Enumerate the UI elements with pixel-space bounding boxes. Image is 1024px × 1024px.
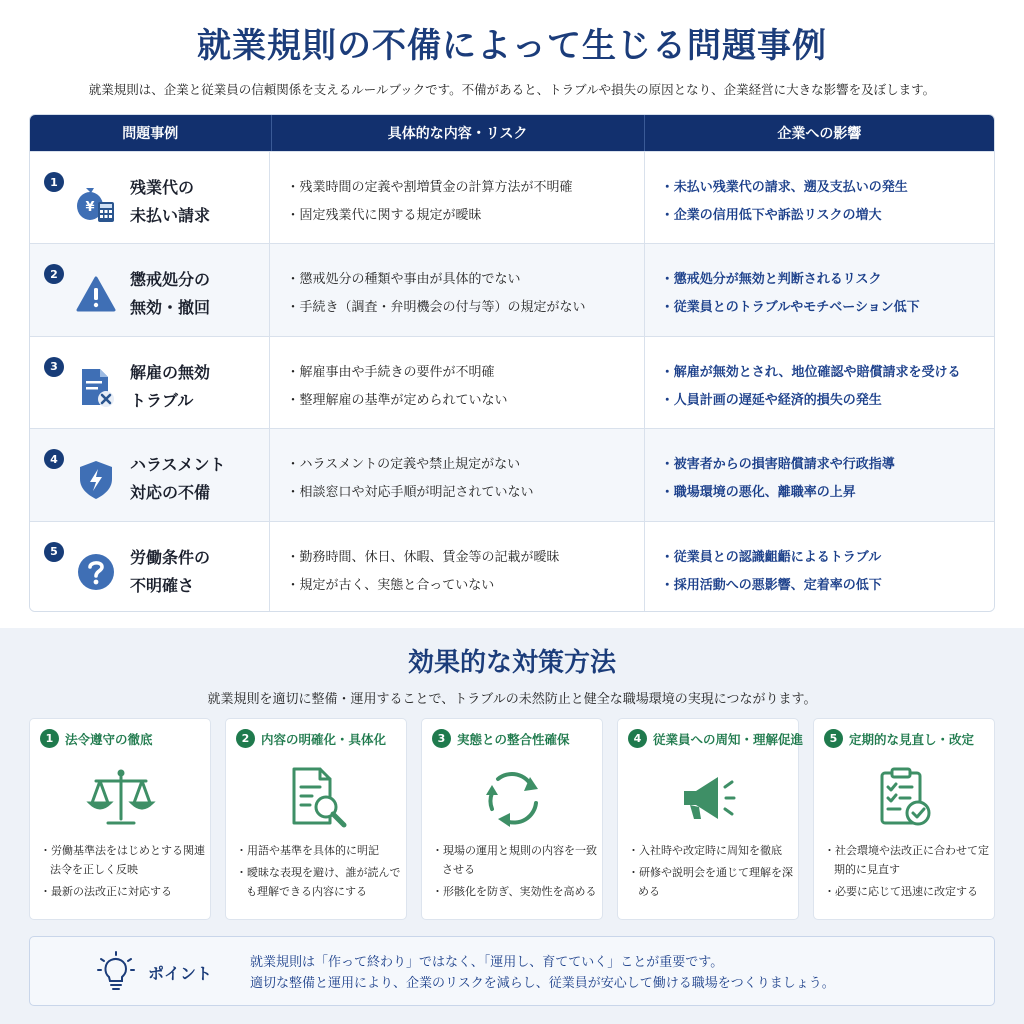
header-risk: 具体的な内容・リスク: [271, 115, 645, 151]
header-impact: 企業への影響: [777, 126, 862, 142]
row-number-badge: 1: [44, 172, 64, 192]
risk-cell: [270, 337, 644, 428]
impact-cell: [645, 429, 994, 520]
megaphone-icon: [674, 763, 744, 833]
risk-item: ・懲戒処分の種類や事由が具体的でない: [286, 272, 521, 288]
header-problem: 問題事例: [122, 126, 179, 142]
card-header: [432, 729, 570, 748]
problem-name: 残業代の 未払い請求: [130, 178, 211, 225]
card-title: 法令遵守の徹底: [65, 731, 153, 747]
impact-cell: [645, 337, 994, 428]
problem-name: 労働条件の 不明確さ: [130, 547, 211, 595]
measures-title: 効果的な対策方法: [407, 648, 616, 678]
clipboard-check-icon: [870, 763, 940, 833]
card-bullet: ・現場の運用と規則の内容を一致させる: [432, 844, 597, 876]
problem-name: 懲戒処分の 無効・撤回: [130, 270, 211, 318]
page-title: 就業規則の不備によって生じる問題事例: [197, 26, 827, 66]
card-header: [824, 729, 974, 748]
risk-item: ・勤務時間、休日、休暇、賃金等の記載が曖昧: [286, 549, 560, 565]
impact-item: ・解雇が無効とされ、地位確認や賠償請求を受ける: [660, 364, 961, 380]
risk-cell: [270, 522, 644, 612]
problem-cell: [30, 429, 270, 520]
impact-item: ・人員計画の遅延や経済的損失の発生: [660, 392, 882, 408]
impact-cell: [645, 522, 994, 612]
card-bullet: ・曖昧な表現を避け、誰が読んでも理解できる内容にする: [236, 866, 401, 898]
problem-cell: [30, 152, 270, 243]
card-number-badge: 4: [628, 729, 647, 748]
card-bullet: ・最新の法改正に対応する: [40, 885, 172, 898]
impact-item: ・従業員との認識齟齬によるトラブル: [660, 549, 882, 565]
measures-intro: 就業規則を適切に整備・運用することで、トラブルの未然防止と健全な職場環境の実現につながります。: [207, 692, 817, 707]
problem-cell: [30, 522, 270, 612]
card-bullet: ・労働基準法をはじめとする関連法令を正しく反映: [40, 844, 205, 876]
row-number-badge: 2: [44, 264, 64, 284]
row-number-badge: 5: [44, 542, 64, 562]
table-row: [30, 521, 994, 612]
card-title: 従業員への周知・理解促進: [653, 731, 804, 747]
problem-name: 解雇の無効 トラブル: [130, 362, 211, 410]
measure-card: [617, 718, 804, 920]
card-bullets: [236, 841, 406, 904]
risk-item: ・手続き（調査・弁明機会の付与等）の規定がない: [286, 300, 586, 316]
problem-cell: [30, 244, 270, 335]
card-title: 実態との整合性確保: [457, 731, 570, 747]
svg-text:¥: ¥: [85, 200, 95, 215]
impact-item: ・企業の信用低下や訴訟リスクの増大: [660, 208, 882, 223]
impact-item: ・懲戒処分が無効と判断されるリスク: [660, 272, 882, 288]
row-number-badge: 4: [44, 449, 64, 469]
scale-icon: [86, 763, 156, 833]
impact-item: ・未払い残業代の請求、遡及支払いの発生: [660, 180, 908, 195]
warning-icon: [74, 272, 118, 316]
measure-card: [225, 718, 407, 920]
impact-item: ・職場環境の悪化、離職率の上昇: [660, 485, 856, 501]
card-number-badge: 5: [824, 729, 843, 748]
risk-cell: [270, 152, 644, 243]
risk-item: ・ハラスメントの定義や禁止規定がない: [286, 457, 521, 473]
card-number-badge: 2: [236, 729, 255, 748]
question-icon: [74, 550, 118, 594]
card-bullets: [628, 841, 798, 904]
refresh-cycle-icon: [478, 763, 548, 833]
impact-cell: [645, 244, 994, 335]
risk-cell: [270, 244, 644, 335]
card-bullet: ・社会環境や法改正に合わせて定期的に見直す: [824, 844, 989, 876]
table-row: [30, 428, 994, 520]
impact-cell: [645, 152, 994, 243]
card-bullet: ・必要に応じて迅速に改定する: [824, 885, 978, 898]
document-cross-icon: [74, 365, 118, 409]
risk-item: ・残業時間の定義や割増賃金の計算方法が不明確: [286, 180, 573, 195]
card-header: [628, 729, 803, 748]
lightbulb-icon: [96, 951, 136, 993]
row-number-badge: 3: [44, 357, 64, 377]
point-text: 就業規則は「作って終わり」ではなく、「運用し、育てていく」ことが重要です。 適切な整備と運用により、企業のリスクを減らし、従業員が安心して働ける職場をつくりましょう。: [250, 955, 835, 991]
problem-cell: [30, 337, 270, 428]
risk-item: ・固定残業代に関する規定が曖昧: [286, 208, 482, 223]
risk-item: ・相談窓口や対応手順が明記されていない: [286, 485, 534, 501]
measure-card: [421, 718, 603, 920]
impact-item: ・被害者からの損害賠償請求や行政指導: [660, 457, 895, 473]
measure-card: [29, 718, 211, 920]
money-bag-calculator-icon: [74, 180, 118, 224]
card-header: [40, 729, 153, 748]
risk-cell: [270, 429, 644, 520]
impact-item: ・従業員とのトラブルやモチベーション低下: [660, 300, 920, 316]
table-row: [30, 336, 994, 428]
risk-item: ・整理解雇の基準が定められていない: [286, 392, 508, 408]
card-bullets: [40, 841, 210, 904]
card-bullets: [824, 841, 994, 904]
point-label: ポイント: [148, 964, 213, 983]
shield-lightning-icon: [74, 457, 118, 501]
card-number-badge: 1: [40, 729, 59, 748]
card-bullets: [432, 841, 602, 904]
problem-name: ハラスメント 対応の不備: [130, 455, 226, 503]
point-box: [29, 936, 995, 1006]
measure-card: [813, 718, 995, 920]
card-bullet: ・形骸化を防ぎ、実効性を高める: [432, 885, 597, 898]
card-title: 定期的な見直し・改定: [849, 731, 975, 747]
card-bullet: ・研修や説明会を通じて理解を深める: [628, 866, 793, 898]
card-bullet: ・入社時や改定時に周知を徹底: [628, 844, 782, 857]
card-bullet: ・用語や基準を具体的に明記: [236, 844, 379, 857]
page-intro: 就業規則は、企業と従業員の信頼関係を支えるルールブックです。不備があると、トラブルや損失の原因となり、企業経営に大きな影響を及ぼします。: [88, 82, 936, 97]
document-search-icon: [282, 763, 352, 833]
impact-item: ・採用活動への悪影響、定着率の低下: [660, 577, 882, 593]
table-header: [30, 115, 994, 151]
card-title: 内容の明確化・具体化: [261, 731, 387, 747]
risk-item: ・解雇事由や手続きの要件が不明確: [286, 364, 495, 380]
table-row: [30, 243, 994, 335]
problem-table: [29, 114, 995, 612]
card-header: [236, 729, 386, 748]
measure-cards: [29, 718, 995, 920]
table-row: [30, 151, 994, 243]
risk-item: ・規定が古く、実態と合っていない: [286, 577, 495, 593]
card-number-badge: 3: [432, 729, 451, 748]
